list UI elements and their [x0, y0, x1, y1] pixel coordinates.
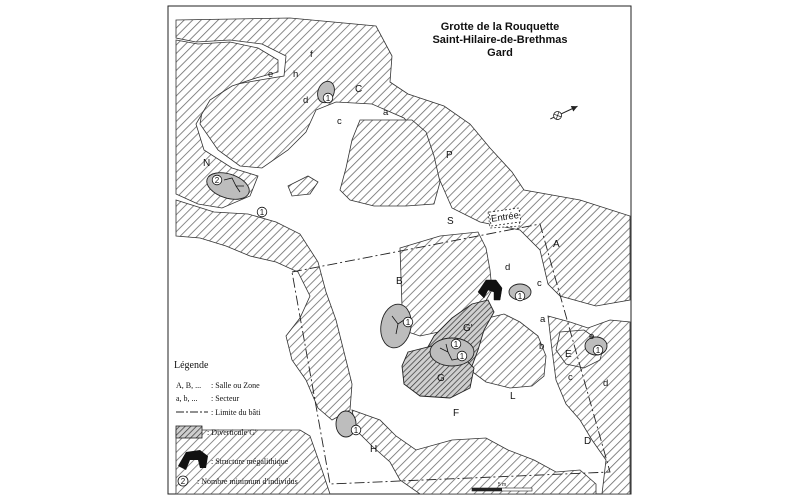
legend-text-count: : Nombre minimum d'individus: [197, 477, 298, 486]
zone-label-b: B: [396, 276, 403, 287]
pillar-p: [340, 120, 440, 206]
sector-label-e: e: [268, 69, 274, 80]
zone-label-l: L: [510, 391, 516, 402]
map-title-line2: Saint-Hilaire-de-Brethmas: [432, 34, 568, 46]
sector-label-h: h: [293, 69, 299, 80]
sector-label-a-zone-e: a: [540, 314, 546, 325]
scale-label: 5 m: [497, 482, 507, 488]
zone-label-n: N: [203, 158, 211, 169]
zone-label-g-prime: G': [463, 323, 473, 334]
sector-label-c-zone-e: c: [568, 372, 573, 383]
count-text: 1: [353, 426, 359, 435]
map-title-line3: Gard: [487, 47, 513, 59]
zone-label-a: A: [553, 239, 560, 250]
sector-label-c-zone-a: c: [537, 278, 542, 289]
entrance-label: Entrée: [490, 210, 520, 225]
sector-label-c: c: [337, 116, 342, 127]
count-text: 2: [214, 176, 220, 185]
legend-text-megalith: : Structure mégalithique: [211, 457, 289, 466]
count-text: 1: [325, 94, 331, 103]
legend-symbol-zones: A, B, ...: [176, 381, 202, 390]
legend-text-building-limit: : Limite du bâti: [211, 408, 261, 417]
legend-text-diverticule: : Diverticule G': [207, 428, 257, 437]
count-text: 1: [517, 292, 523, 301]
sector-label-a: a: [383, 107, 389, 118]
sector-label-d-zone-a: d: [505, 262, 511, 273]
zone-label-e: E: [565, 349, 572, 360]
count-text: 1: [259, 208, 265, 217]
legend-title: Légende: [174, 360, 209, 371]
legend-count-symbol: 2: [180, 477, 186, 486]
count-text: 1: [405, 318, 411, 327]
sector-label-e-zone-e: e: [589, 331, 595, 342]
legend-text-sectors: : Secteur: [211, 394, 240, 403]
count-text: 1: [459, 352, 465, 361]
zone-label-d: D: [584, 436, 592, 447]
zone-label-s: S: [447, 216, 454, 227]
zone-label-p: P: [446, 150, 453, 161]
legend-text-zones: : Salle ou Zone: [211, 381, 260, 390]
zone-label-c: C: [355, 84, 363, 95]
zone-label-h: H: [370, 444, 378, 455]
zone-label-g: G: [437, 373, 445, 384]
count-text: 1: [595, 346, 601, 355]
map-title-line1: Grotte de la Rouquette: [440, 21, 560, 33]
count-text: 1: [453, 340, 459, 349]
legend-swatch-diverticule: [176, 426, 202, 438]
sector-label-d: d: [303, 95, 309, 106]
sector-label-f: f: [310, 49, 313, 60]
sector-label-b-zone-e: b: [539, 341, 545, 352]
legend-symbol-sectors: a, b, ...: [176, 394, 198, 403]
sector-label-d-zone-d: d: [603, 378, 609, 389]
zone-label-f: F: [453, 408, 460, 419]
